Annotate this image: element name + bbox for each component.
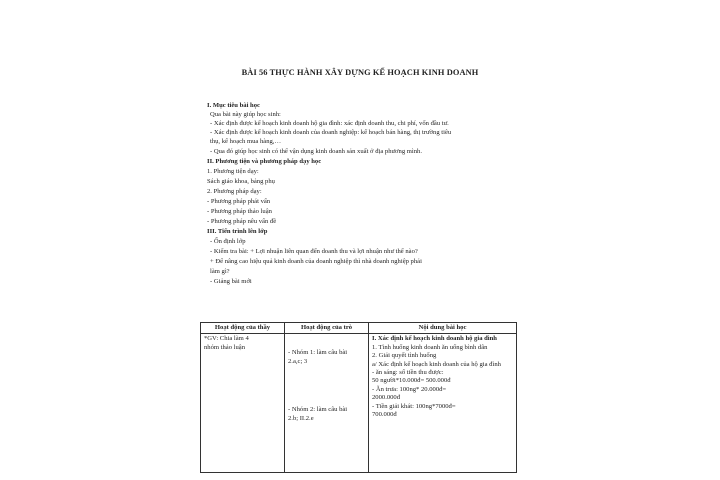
lesson-content-cell	[369, 334, 517, 473]
student-activity-cell	[285, 334, 369, 473]
section2-item: - Phương pháp nêu vấn đề	[207, 218, 277, 225]
section2-heading: II. Phương tiện và phương pháp dạy học	[207, 158, 322, 165]
table-header-row	[201, 323, 517, 334]
table-header-student: Hoạt động của trò	[285, 323, 369, 334]
lesson-content-line: - ăn sáng: số tiền thu được:	[372, 369, 444, 377]
section1-item: thụ, kế hoạch mua hàng,…	[210, 138, 282, 145]
section1-item: - Qua đó giúp học sinh có thể vận dụng kinh doanh sản xuất ở địa phương mình.	[210, 148, 422, 155]
lesson-content-line: - Tiền giải khát: 100ng*7000đ=	[372, 402, 456, 410]
teacher-activity-line: *GV: Chia làm 4	[204, 335, 249, 343]
table-header-content: Nội dung bài học	[369, 323, 517, 334]
lesson-content-heading: I. Xác định kế hoạch kinh doanh hộ gia đình	[372, 335, 497, 343]
lesson-content-line: a/ Xác định kế hoạch kinh doanh của hộ gia đình	[372, 360, 501, 368]
student-activity-line: - Nhóm 2: làm câu bài	[288, 406, 348, 414]
lesson-content-line: 2000.000đ	[372, 394, 401, 402]
section3-item: + Để nâng cao hiệu quả kinh doanh của doanh nghiệp thì nhà doanh nghiệp phải	[210, 258, 422, 265]
table-header-teacher: Hoạt động của thầy	[201, 323, 285, 334]
student-activity-line: 2.b; II.2.e	[288, 414, 314, 422]
section2-item: Sách giáo khoa, bảng phụ	[207, 178, 275, 185]
student-activity-line: 2.a,c; 3	[288, 357, 308, 365]
section1-item: - Xác định được kế hoạch kinh doanh của doanh nghiệp: kế hoạch bán hàng, thị trường tiêu	[210, 129, 452, 136]
lesson-content-line: 700.000đ	[372, 411, 397, 419]
section3-item: - Ổn định lớp	[210, 238, 246, 245]
lesson-activity-table	[200, 322, 517, 473]
section2-item: - Phương pháp phát vấn	[207, 198, 271, 205]
section1-heading: I. Mục tiêu bài học	[207, 102, 260, 109]
teacher-activity-cell	[201, 334, 285, 473]
section3-item: - Kiểm tra bài: + Lợi nhuận liên quan đến doanh thu và lợi nhuận như thế nào?	[210, 248, 418, 255]
section1-item: - Xác định được kế hoạch kinh doanh hộ gia đình: xác định doanh thu, chi phí, vốn đầu tư.	[210, 120, 449, 127]
section1-intro: Qua bài này giúp học sinh:	[210, 111, 281, 118]
section2-item: 2. Phương pháp dạy:	[207, 188, 262, 195]
lesson-content-line: 50 người*10.000đ= 500.000đ	[372, 377, 451, 385]
section2-item: 1. Phương tiện dạy:	[207, 168, 259, 175]
section3-heading: III. Tiến trình lên lớp	[207, 228, 268, 235]
section3-item: - Giảng bài mới	[210, 278, 252, 285]
lesson-content-line: - Ăn trưa: 100ng* 20.000đ=	[372, 385, 447, 393]
table-row	[201, 334, 517, 473]
lesson-content-line: 2. Giải quyết tình huống	[372, 352, 437, 360]
section3-item: làm gì?	[210, 268, 230, 275]
teacher-activity-line: nhóm thảo luận	[204, 343, 246, 351]
lesson-title: BÀI 56 THỰC HÀNH XÂY DỰNG KẾ HOẠCH KINH DOANH	[241, 68, 479, 77]
section2-item: - Phương pháp thảo luận	[207, 208, 272, 215]
lesson-content-line: 1. Tình huống kinh doanh ăn uống bình dân	[372, 343, 488, 351]
student-activity-line: - Nhóm 1: làm câu bài	[288, 349, 348, 357]
